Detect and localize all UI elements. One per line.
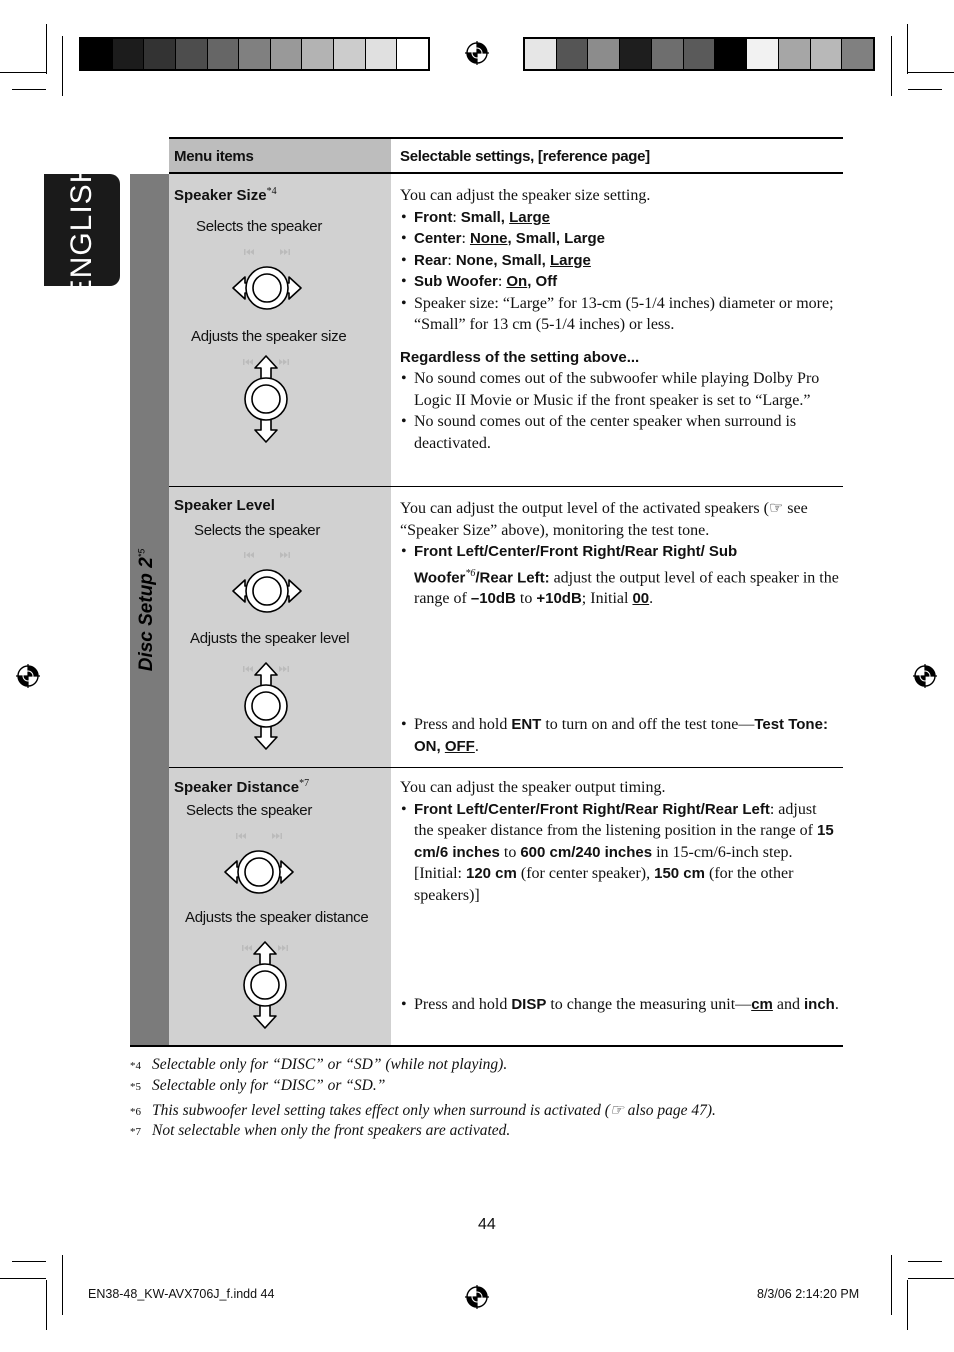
direction-pad-icon [226,661,306,751]
footnote: *7 Not selectable when only the front speakers are activated. [130,1122,511,1139]
crop-mark [908,72,954,73]
crop-mark [12,89,46,90]
crop-mark [46,1280,47,1330]
list-item: • Front: Small, Large [400,207,839,229]
test-tone-description [400,714,839,757]
direction-pad-icon [226,354,306,444]
footnote: *6 This subwoofer level setting takes effect only when surround is activated (☞ also page 47). [130,1102,716,1119]
print-slug-file: EN38-48_KW-AVX706J_f.indd 44 [88,1287,275,1301]
crop-mark [0,1278,46,1279]
crop-mark [908,1278,954,1279]
list-item: • Front Left/Center/Front Right/Rear Right/Rear Left: adjust the speaker distance from the listening position in the range of 15 cm/6 inches to 600 cm/240 inches in 15-cm/6-inch step. [Initial: 120 cm (for center speaker), 150 cm (for the other speakers)] [400,799,839,907]
crop-mark [62,1255,63,1315]
color-swatch [620,39,652,69]
caption-adjust-size: Adjusts the speaker size [191,328,347,345]
table-header-menu-items: Menu items [169,137,391,174]
caption-adjust-level: Adjusts the speaker level [190,630,350,647]
list-item: • No sound comes out of the subwoofer while playing Dolby Pro Logic II Movie or Music if the front speaker is set to “Large.” [400,368,839,411]
color-swatch [684,39,716,69]
color-swatch [208,39,240,69]
color-swatch [715,39,747,69]
footnote: *4 Selectable only for “DISC” or “SD” (while not playing). [130,1056,508,1073]
caption-select-speaker: Selects the speaker [186,802,313,819]
page-number: 44 [478,1216,496,1233]
section-label: Disc Setup 2$^{*5}$ [136,548,157,672]
print-slug-date: 8/3/06 2:14:20 PM [757,1287,860,1301]
direction-pad-icon [219,828,299,904]
color-swatch [397,39,428,69]
color-swatch [811,39,843,69]
crop-mark [907,24,908,74]
color-swatch [366,39,398,69]
speaker-distance-settings-cell [391,768,843,1045]
crop-mark [0,72,46,73]
speaker-distance-menu-cell [169,768,391,1045]
crop-mark [907,1280,908,1330]
speaker-level-description: You can adjust the output level of the activated speakers (☞ see “Speaker Size” above), monitoring the test tone. • Front Left/Center/Front Right/Rear Right/ Sub Woofer$^{*6}$/Rear Left: adjust the output level of each speaker in the range of –10dB to +10dB; Initial 00. [400,498,839,610]
registration-target-icon [465,41,489,65]
direction-pad-icon [225,940,305,1030]
caption-adjust-distance: Adjusts the speaker distance [185,909,369,926]
speaker-size-description: You can adjust the speaker size setting. • Front: Small, Large • Center: None, Small, Large • Rear: None, Small, Large • Sub Woofer: On, Off • Speaker size: “Large” for 13-cm (5-1/4 inches) diameter or more; “Small” for 13 cm (5-1/4 inches) or less. Regardless of the setting above... • No sound comes out of the subwoofer while playing Dolby Pro Logic II Movie or Music if the front speaker is set to “Large.” • No sound comes out of the center speaker when surround is deactivated. [400,185,839,454]
measuring-unit-description [400,994,839,1016]
language-tab-label: ENGLISH [65,160,98,300]
color-swatch [588,39,620,69]
color-swatch [842,39,873,69]
color-swatch [271,39,303,69]
list-item: • Speaker size: “Large” for 13-cm (5-1/4 inches) diameter or more; “Small” for 13 cm (5-1/4 inches) or less. [400,293,839,336]
language-tab [44,160,120,300]
subheading: Regardless of the setting above... [400,348,640,366]
crop-mark [908,89,942,90]
list-item: • Press and hold ENT to turn on and off the test tone—Test Tone: ON, OFF. [400,714,839,757]
color-swatch [779,39,811,69]
crop-mark [46,24,47,74]
registration-target-icon [913,664,937,688]
list-item: • Front Left/Center/Front Right/Rear Right/ Sub Woofer$^{*6}$/Rear Left: adjust the output level of each speaker in the range of –10dB to +10dB; Initial 00. [400,541,839,610]
crop-mark [62,36,63,96]
color-swatch [239,39,271,69]
crop-mark [891,1255,892,1315]
table-bottom-rule [130,1045,843,1047]
color-swatch [525,39,557,69]
table-header-settings: Selectable settings, [reference page] [391,137,843,174]
crop-mark [12,1261,46,1262]
caption-select-speaker: Selects the speaker [196,218,323,235]
list-item: • Sub Woofer: On, Off [400,271,839,293]
direction-pad-icon [227,547,307,623]
speaker-size-settings-cell [391,174,843,486]
direction-pad-icon [227,244,307,320]
color-swatch [334,39,366,69]
crop-mark [891,36,892,96]
crop-mark [908,1261,942,1262]
color-swatch [176,39,208,69]
color-swatch [81,39,113,69]
color-swatch [557,39,589,69]
color-swatch [144,39,176,69]
footnote: *5 Selectable only for “DISC” or “SD.” [130,1077,386,1094]
color-swatch [113,39,145,69]
list-item: • Center: None, Small, Large [400,228,839,250]
speaker-level-settings-cell [391,487,843,767]
speaker-size-title: Speaker Size$^{*4}$ [174,186,277,204]
color-calibration-bar-right [523,37,875,71]
list-item: • No sound comes out of the center speaker when surround is deactivated. [400,411,839,454]
color-calibration-bar-left [79,37,430,71]
color-swatch [652,39,684,69]
caption-select-speaker: Selects the speaker [194,522,321,539]
speaker-level-title: Speaker Level [174,497,275,514]
speaker-distance-title: Speaker Distance$^{*7}$ [174,778,310,796]
speaker-distance-description: You can adjust the speaker output timing. • Front Left/Center/Front Right/Rear Right/Rear Left: adjust the speaker distance from the listening position in the range of 15 cm/6 inches to 600 cm/240 inches in 15-cm/6-inch step. [Initial: 120 cm (for center speaker), 150 cm (for the other speakers)] [400,777,839,906]
registration-target-icon [465,1285,489,1309]
color-swatch [747,39,779,69]
color-swatch [302,39,334,69]
list-item: • Press and hold DISP to change the measuring unit—cm and inch. [400,994,839,1016]
speaker-size-menu-cell [169,174,391,486]
registration-target-icon [16,664,40,688]
speaker-level-menu-cell [169,487,391,767]
list-item: • Rear: None, Small, Large [400,250,839,272]
